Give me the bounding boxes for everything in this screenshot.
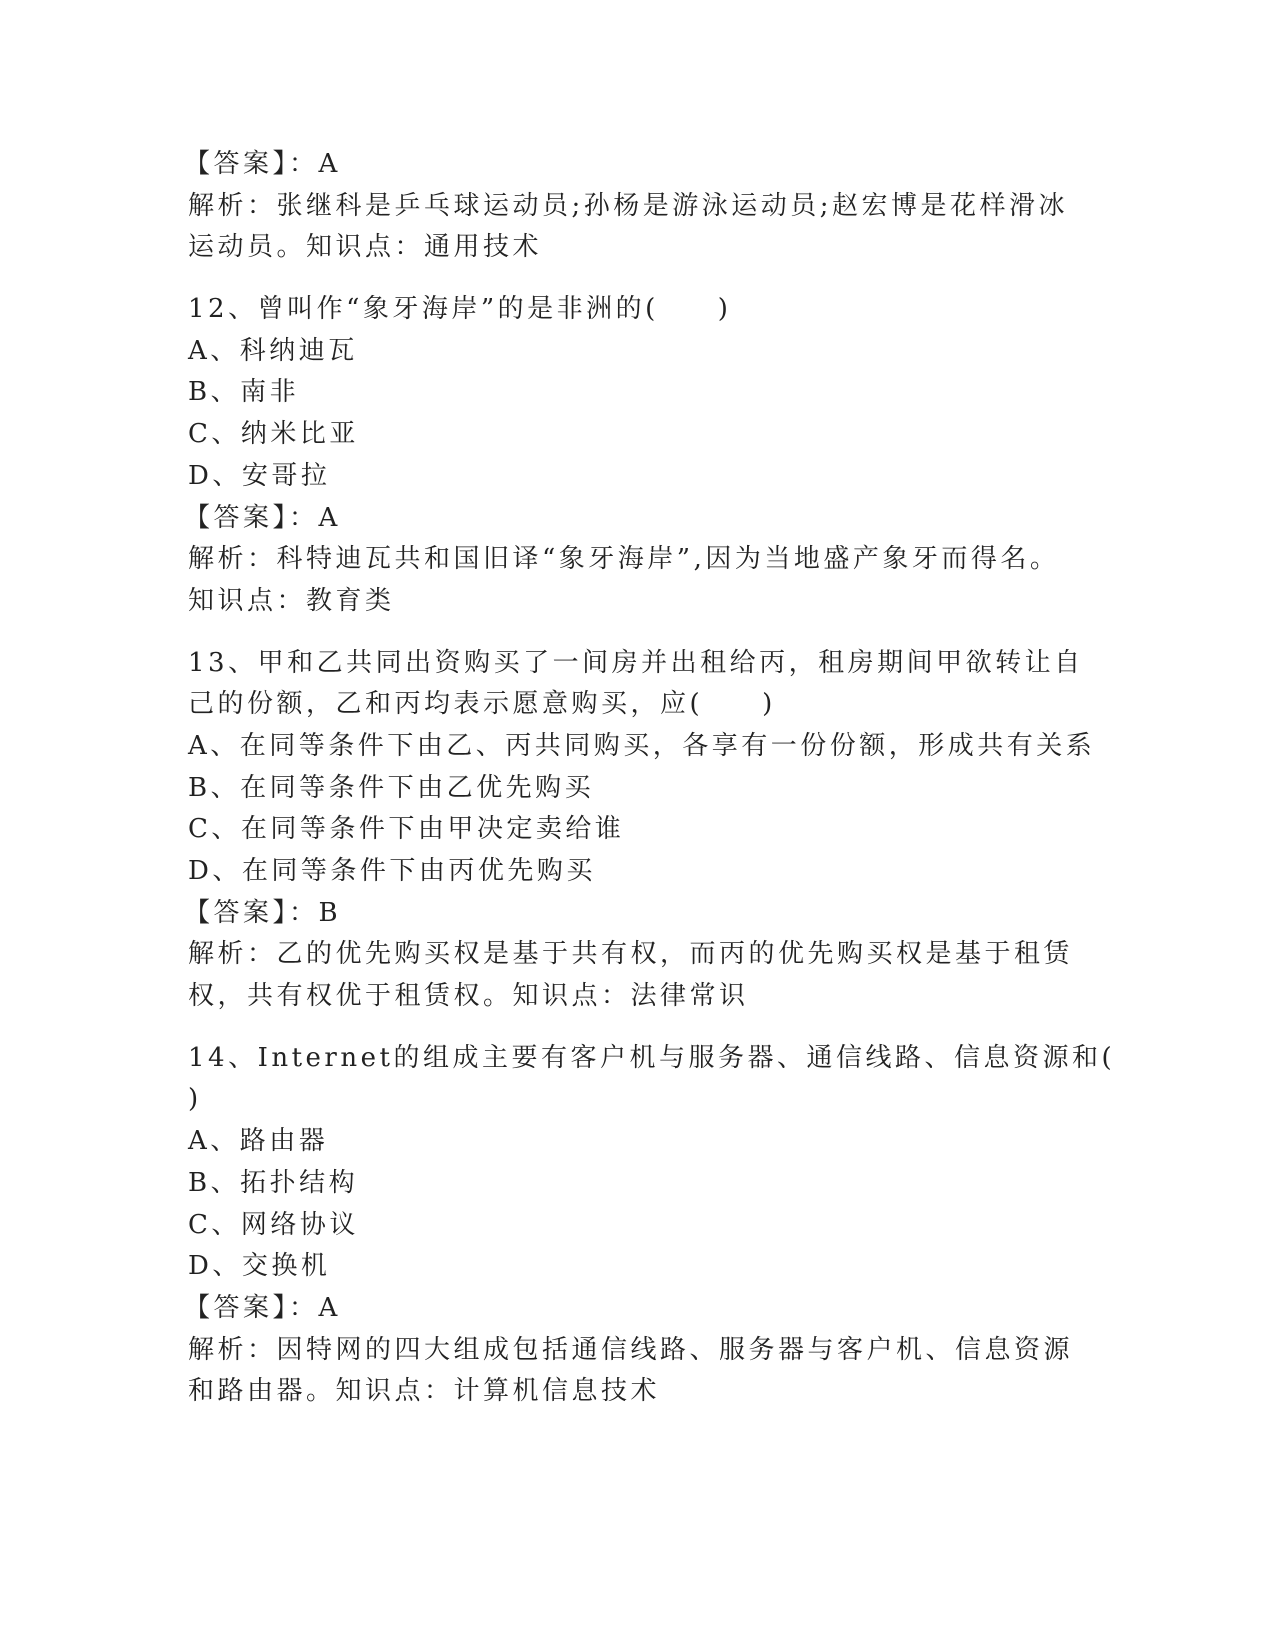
option-c: C、网络协议 — [188, 1209, 359, 1240]
option-a: A、科纳迪瓦 — [188, 335, 358, 366]
question-13-block — [184, 643, 1096, 1018]
analysis-line: 知识点：教育类 — [188, 585, 395, 616]
analysis-line: 和路由器。知识点：计算机信息技术 — [188, 1376, 661, 1407]
analysis-line: 解析：因特网的四大组成包括通信线路、服务器与客户机、信息资源 — [188, 1334, 1074, 1365]
answer-label: 【答案】：B — [184, 897, 342, 928]
option-b: B、南非 — [188, 377, 300, 408]
question-14-block — [184, 1038, 1116, 1413]
answer-label: 【答案】：A — [184, 149, 341, 179]
analysis-line: 解析：科特迪瓦共和国旧译“象牙海岸”,因为当地盛产象牙而得名。 — [188, 544, 1060, 575]
question-content — [184, 144, 1116, 1413]
analysis-line: 权，共有权优于租赁权。知识点：法律常识 — [188, 981, 749, 1012]
question-12-block — [184, 289, 1088, 623]
option-b: B、拓扑结构 — [188, 1167, 359, 1198]
question-11-block — [184, 144, 1088, 269]
option-b: B、在同等条件下由乙优先购买 — [188, 772, 595, 803]
question-text: 12、曾叫作“象牙海岸”的是非洲的( ) — [188, 294, 732, 325]
analysis-line: 解析：乙的优先购买权是基于共有权，而丙的优先购买权是基于租赁 — [188, 939, 1074, 970]
option-d: D、交换机 — [188, 1251, 331, 1282]
option-d: D、安哥拉 — [188, 460, 331, 491]
answer-label: 【答案】：A — [184, 1292, 341, 1323]
option-a: A、路由器 — [188, 1126, 329, 1157]
option-d: D、在同等条件下由丙优先购买 — [188, 856, 596, 886]
option-a: A、在同等条件下由乙、丙共同购买，各享有一份份额，形成共有关系 — [188, 730, 1096, 761]
question-text: ) — [188, 1084, 202, 1115]
question-text: 己的份额，乙和丙均表示愿意购买，应( ) — [188, 689, 776, 720]
option-c: C、在同等条件下由甲决定卖给谁 — [188, 814, 625, 845]
analysis-line: 运动员。知识点：通用技术 — [188, 232, 543, 263]
analysis-line: 解析：张继科是乒乓球运动员;孙杨是游泳运动员;赵宏博是花样滑冰 — [188, 190, 1069, 221]
question-text: 13、甲和乙共同出资购买了一间房并出租给丙，租房期间甲欲转让自 — [188, 647, 1084, 678]
answer-label: 【答案】：A — [184, 502, 341, 533]
option-c: C、纳米比亚 — [188, 419, 359, 450]
question-text: 14、Internet的组成主要有客户机与服务器、通信线路、信息资源和( — [188, 1042, 1116, 1073]
